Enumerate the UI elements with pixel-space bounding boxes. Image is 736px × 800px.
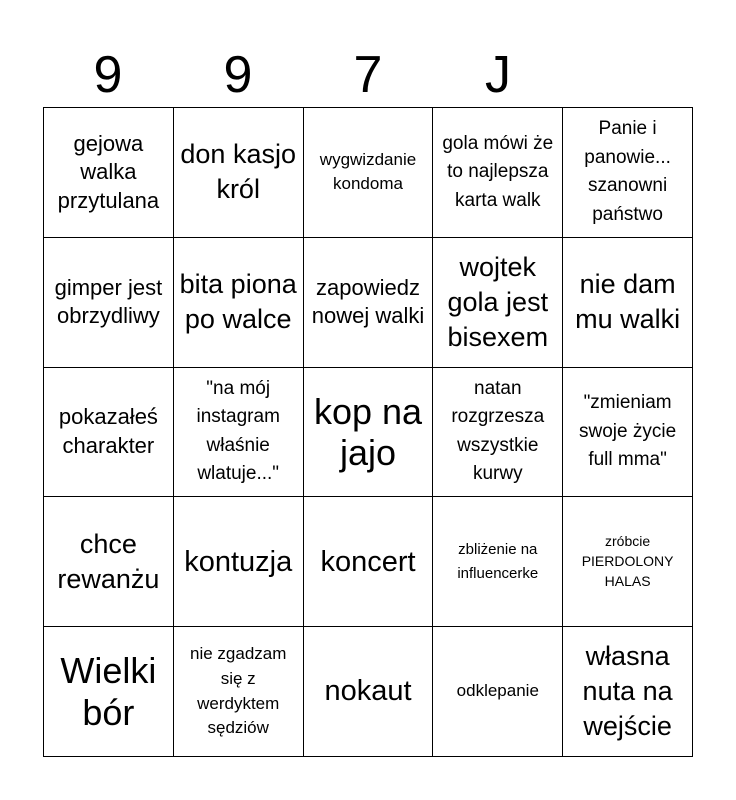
bingo-cell[interactable] [174, 108, 304, 238]
bingo-cell[interactable] [174, 627, 304, 757]
bingo-cell-text: koncert [320, 545, 416, 578]
bingo-cell[interactable] [174, 368, 304, 498]
bingo-cell[interactable] [44, 497, 174, 627]
header-letter-2: 9 [223, 46, 253, 104]
bingo-header [43, 40, 693, 110]
bingo-cell-text: odklepanie [456, 681, 539, 701]
bingo-cell-text: don kasjo król [180, 139, 296, 205]
bingo-cell-text: chce rewanżu [57, 528, 160, 594]
bingo-cell-text: gimper jest obrzydliwy [54, 274, 163, 329]
bingo-cell[interactable] [44, 627, 174, 757]
bingo-cell-text: gola mówi że to najlepsza karta walk [442, 132, 554, 211]
bingo-cell-text: bita piona po walce [179, 269, 297, 335]
bingo-cell-text: zbliżenie na influencerke [457, 540, 539, 582]
bingo-cell[interactable] [433, 368, 563, 498]
bingo-cell[interactable] [563, 238, 693, 368]
header-letter-3: 7 [353, 46, 383, 104]
bingo-cell[interactable] [304, 368, 434, 498]
bingo-cell[interactable] [563, 627, 693, 757]
bingo-cell-text: nokaut [324, 675, 412, 708]
bingo-cell-text: "na mój instagram właśnie wlatuje..." [196, 377, 280, 485]
bingo-cell[interactable] [44, 108, 174, 238]
bingo-cell[interactable] [563, 368, 693, 498]
bingo-cell[interactable] [433, 627, 563, 757]
bingo-cell-text: Panie i panowie... szanowni państwo [584, 118, 671, 225]
bingo-cell-text: "zmieniam swoje życie full mma" [579, 392, 677, 471]
bingo-cell-text: wojtek gola jest bisexem [447, 251, 549, 352]
bingo-cell-text: kop na jajo [313, 390, 423, 473]
bingo-cell-text: nie zgadzam się z werdyktem sędziów [190, 644, 287, 738]
bingo-cell-text: zróbcie PIERDOLONY HALAS [581, 533, 674, 589]
bingo-cell[interactable] [433, 108, 563, 238]
bingo-cell[interactable] [433, 238, 563, 368]
bingo-cell[interactable] [44, 238, 174, 368]
bingo-cell-text: nie dam mu walki [575, 269, 681, 335]
header-letter-4: J [485, 46, 511, 104]
bingo-cell[interactable] [304, 238, 434, 368]
bingo-cell-text: własna nuta na wejście [582, 640, 673, 742]
bingo-cell[interactable] [433, 497, 563, 627]
bingo-cell[interactable] [44, 368, 174, 498]
bingo-cell[interactable] [563, 497, 693, 627]
bingo-cell-text: kontuzja [184, 545, 293, 578]
bingo-cell-text: gejowa walka przytulana [57, 130, 160, 213]
bingo-cell-text: Wielki bór [60, 650, 157, 733]
bingo-cell-text: wygwizdanie kondoma [319, 149, 417, 194]
bingo-cell-text: pokazałeś charakter [58, 404, 158, 458]
bingo-grid [43, 107, 693, 757]
bingo-cell[interactable] [304, 108, 434, 238]
header-letter-1: 9 [93, 46, 123, 104]
bingo-cell-text: zapowiedz nowej walki [311, 274, 425, 329]
bingo-cell[interactable] [174, 497, 304, 627]
bingo-cell[interactable] [304, 627, 434, 757]
bingo-cell-text: natan rozgrzesza wszystkie kurwy [451, 377, 545, 485]
bingo-cell[interactable] [563, 108, 693, 238]
bingo-cell[interactable] [304, 497, 434, 627]
bingo-cell[interactable] [174, 238, 304, 368]
